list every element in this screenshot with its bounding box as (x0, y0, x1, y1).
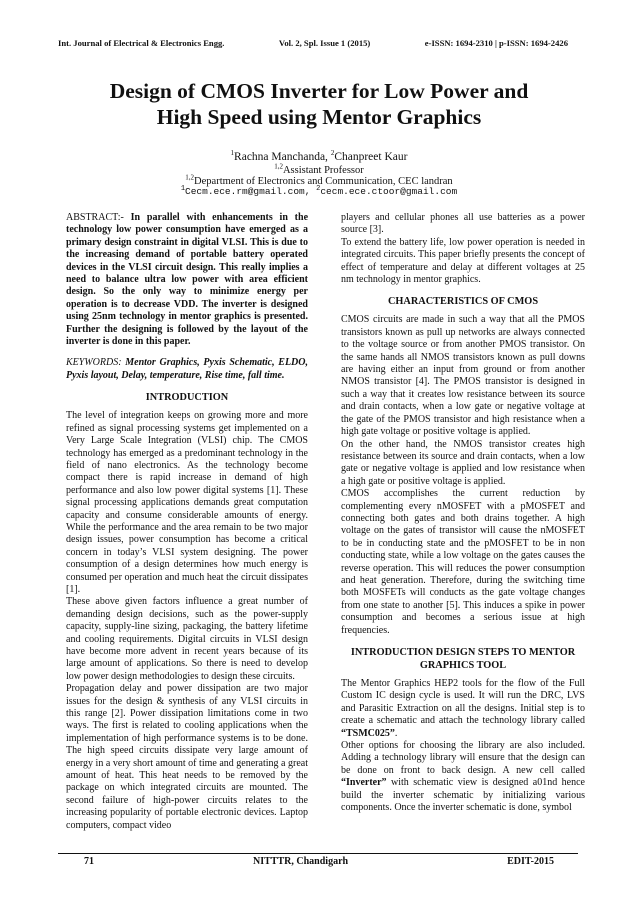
email-sup: 1 (180, 184, 186, 193)
design-heading-line-2: GRAPHICS TOOL (419, 660, 507, 671)
intro-continued: To extend the battery life, low power operation is needed in integrated circuits. This paper briefly presents the concept of effect of temperature and delay at different voltages at 25 nm technology in mentor graphics. (341, 236, 585, 286)
paper-title (40, 78, 598, 130)
design-heading-line-1: INTRODUCTION DESIGN STEPS TO MENTOR (350, 647, 576, 658)
intro-paragraph: The level of integration keeps on growing more and more refined as signal processing systems get implemented on a Very Large Scale Integration (VLSI) chip. The CMOS technology has emerged as a predominant technology in the field of nano electronics. As the technology become compact there is rapid increase in demand of high performance and also low power digital systems [1]. These signal processing applications demands great computation capacity and consume considerable amounts of energy. While the performance and the area remain to be two major design issues, power consumption has become a critical concern in today’s VLSI system designing. The power consumption of a design determines how much energy is consumed per operation and much heat the circuit dissipates [1]. (66, 410, 308, 595)
design-p2-b: with schematic view is designed a01nd hence build the inverter schematic by initializing various components. Once the inverter schematic is done, symbol (341, 777, 585, 814)
author-1: Rachna Manchanda, (234, 151, 331, 163)
cmos-paragraph: CMOS accomplishes the current reduction by complementing every nMOSFET with a pMOSFET and connecting both gates and both drains together. A high voltage on the gates of transistor will cause the nMOSFET to be in conducting state and the pMOSFET to be in non conducting state, while a low voltage on the gates causes the reverse operation. This will reduces the power consumption and heat generation. Therefore, during the switching time both MOSFETs will conducts as the gate voltage changes from one state to another [5]. This induces a spike in power consumption and becomes a serious issue at high frequencies. (341, 488, 585, 636)
design-paragraph (341, 678, 585, 740)
author-emails (0, 186, 638, 197)
title-line-1: Design of CMOS Inverter for Low Power and (109, 79, 529, 103)
design-p2-a: Other options for choosing the library are also included. Adding a technology library will ensure that the design can be done on front to back design. A new cell called (341, 740, 585, 776)
design-p1-text: The Mentor Graphics HEP2 tools for the flow of the Full Custom IC design cycle is used. It will run the DRC, LVS and Parasitic Extraction on all the designs. Initial step is to create a schematic and attach the technology library called (341, 678, 585, 727)
footer-edition: EDIT-2015 (507, 856, 554, 867)
footer-rule (58, 853, 578, 854)
page-footer (84, 856, 554, 867)
design-paragraph (341, 740, 585, 814)
cmos-paragraph: On the other hand, the NMOS transistor creates high resistance between its source and drain contacts, when a low gate or negative voltage is applied and low resistance when a high gate or positive voltage is applied. (341, 438, 585, 487)
design-p1-end: . (394, 727, 398, 739)
issn-info: e-ISSN: 1694-2310 | p-ISSN: 1694-2426 (424, 38, 568, 48)
intro-heading: INTRODUCTION (145, 392, 229, 404)
volume-info: Vol. 2, Spl. Issue 1 (2015) (278, 38, 371, 48)
email-1[interactable]: Cecm.ece.rm@gmail.com, (185, 186, 317, 197)
right-column (341, 212, 585, 814)
role-text: Assistant Professor (282, 165, 364, 176)
abstract-text: In parallel with enhancements in the technology low power consumption have emerged as a primary design constraint in digital VLSI. This is due to the increasing demand of portable battery operated devices in the VLSI circuit design. This really implies a need to balance ultra low power with area efficient design. So the only way to minimize energy per operation is to decrease VDD. The inverter is designed using 25nm technology in mentor graphics is presented. Further the designing is followed by the layout of the inverter is done in this paper. (66, 212, 309, 348)
abstract-label: ABSTRACT:- (66, 212, 131, 223)
author-2: Chanpreet Kaur (334, 151, 408, 163)
design-heading (341, 646, 585, 672)
library-name: “TSMC025” (341, 727, 395, 739)
keywords (66, 357, 308, 382)
cell-name: “Inverter” (341, 777, 387, 789)
page-number: 71 (84, 856, 94, 867)
email-sup: 2 (316, 184, 321, 193)
role-sup: 1,2 (274, 162, 283, 171)
intro-paragraph: Propagation delay and power dissipation are two major issues for the design & synthesis of any VLSI circuits in this range [2]. Power dissipation limitations come in two ways. The first is related to cooling applications when the implementation of high performance systems is to be done. The high speed circuits dissipate very large amount of energy in a very short amount of time and generating a great amount of heat. This heat needs to be removed by the package on which integrated circuits are mounted. The second failure of high-power circuits relates to the increasing popularity of portable electronic devices. Laptop computers, compact video (66, 683, 308, 831)
cmos-heading: CHARACTERISTICS OF CMOS (387, 296, 539, 308)
left-column (66, 212, 308, 832)
keywords-label: KEYWORDS: (66, 357, 126, 369)
email-2[interactable]: cecm.ece.ctoor@gmail.com (320, 186, 458, 197)
author-sup: 1 (230, 149, 235, 158)
journal-name: Int. Journal of Electrical & Electronics Engg. (58, 38, 225, 48)
cmos-paragraph: CMOS circuits are made in such a way that all the PMOS transistors known as pull up networks are always connected to the voltage source or from another PMOS transistor. On the same hands all NMOS transistors known as pull downs are having either an input from ground or from another NMOS transistor [4]. The PMOS transistor is designed in such a way that it creates low resistance between its source and drain contacts, when a low gate or negative voltage at the gate of the PMOS transistor and high resistance when a high gate voltage or positive voltage is applied. (341, 314, 585, 438)
intro-continued: players and cellular phones all use batteries as a power source [3]. (341, 212, 585, 236)
running-header (58, 38, 568, 48)
author-sup: 2 (330, 149, 335, 158)
footer-institute: NITTTR, Chandigarh (253, 856, 349, 867)
intro-paragraph: These above given factors influence a great number of demanding design decisions, such as the power-supply capacity, supply-line sizing, packaging, the battery lifetime and cooling requirements. Digital circuits in VLSI design have become more advent in recent years because of its large amount of applications. So there is need to develop low power design methodologies to design these circuits. (66, 596, 308, 682)
keywords-text: Mentor Graphics, Pyxis Schematic, ELDO, Pyxis layout, Delay, temperature, Rise time, fall time. (66, 357, 308, 381)
title-line-2: High Speed using Mentor Graphics (156, 105, 482, 129)
author-names (0, 151, 638, 163)
dept-text: Department of Electronics and Communication, CEC landran (194, 176, 453, 187)
author-role (0, 162, 638, 176)
abstract (66, 212, 308, 348)
dept-sup: 1,2 (185, 173, 195, 182)
